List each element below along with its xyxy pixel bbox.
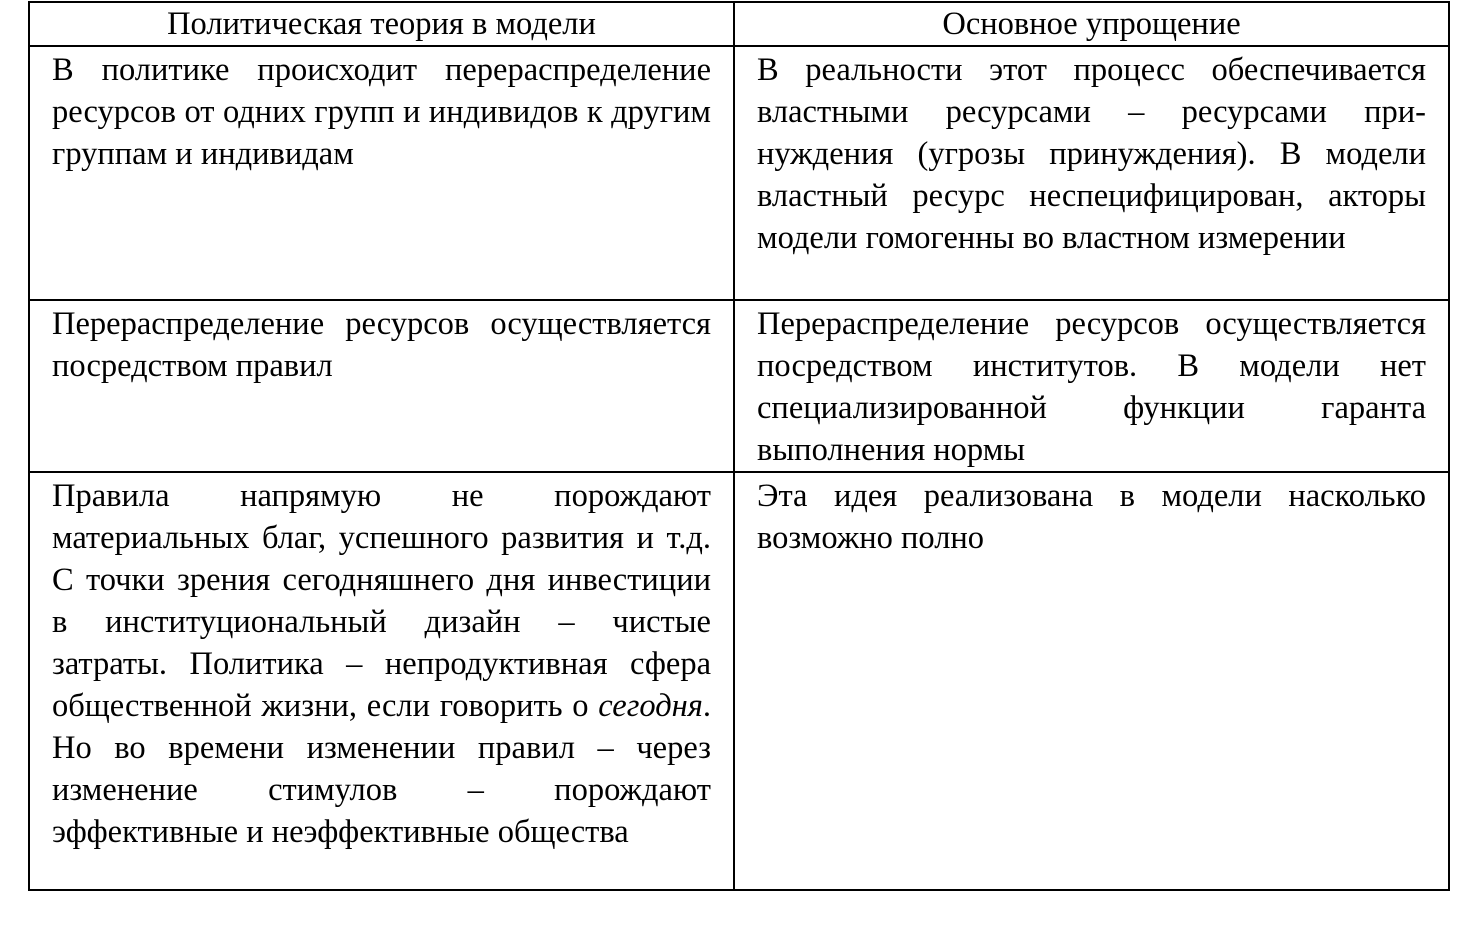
- cell-simplification: В реальности этот процесс обеспечивается властными ресурсами – ресурсами при-нуждения (угрозы принуждения). В модели властный ресурс неспецифицирован, акторы модели гомогенны во властном измерении: [734, 46, 1449, 300]
- cell-text: Правила напрямую не порождают материальных благ, успешного развития и т.д. С точки зрения сегодняшнего дня инвестиции в институциональный дизайн – чистые затраты. Политика – непродуктивная сфера общественной жизни, если говорить о: [52, 478, 711, 724]
- header-theory: Политическая теория в модели: [29, 2, 734, 46]
- table-row: [29, 46, 1449, 300]
- cell-simplification: Эта идея реализована в модели насколько возможно полно: [734, 472, 1449, 890]
- cell-text: . Но во времени изменении правил – через изменение стимулов – порождают эффективные и неэффективные общества: [52, 688, 711, 850]
- header-row: [29, 2, 1449, 46]
- header-simplification: Основное упрощение: [734, 2, 1449, 46]
- cell-simplification: Перераспределение ресурсов осуществляется посредством институтов. В модели нет специализированной функции гаранта выполнения нормы: [734, 300, 1449, 472]
- table-row: [29, 300, 1449, 472]
- table-row: [29, 472, 1449, 890]
- cell-theory: [29, 472, 734, 890]
- italic-term: сегодня: [598, 688, 703, 724]
- comparison-table: [28, 1, 1450, 891]
- cell-theory: Перераспределение ресурсов осуществляется посредством правил: [29, 300, 734, 472]
- cell-theory: В политике происходит перераспределение ресурсов от одних групп и индивидов к другим группам и индивидам: [29, 46, 734, 300]
